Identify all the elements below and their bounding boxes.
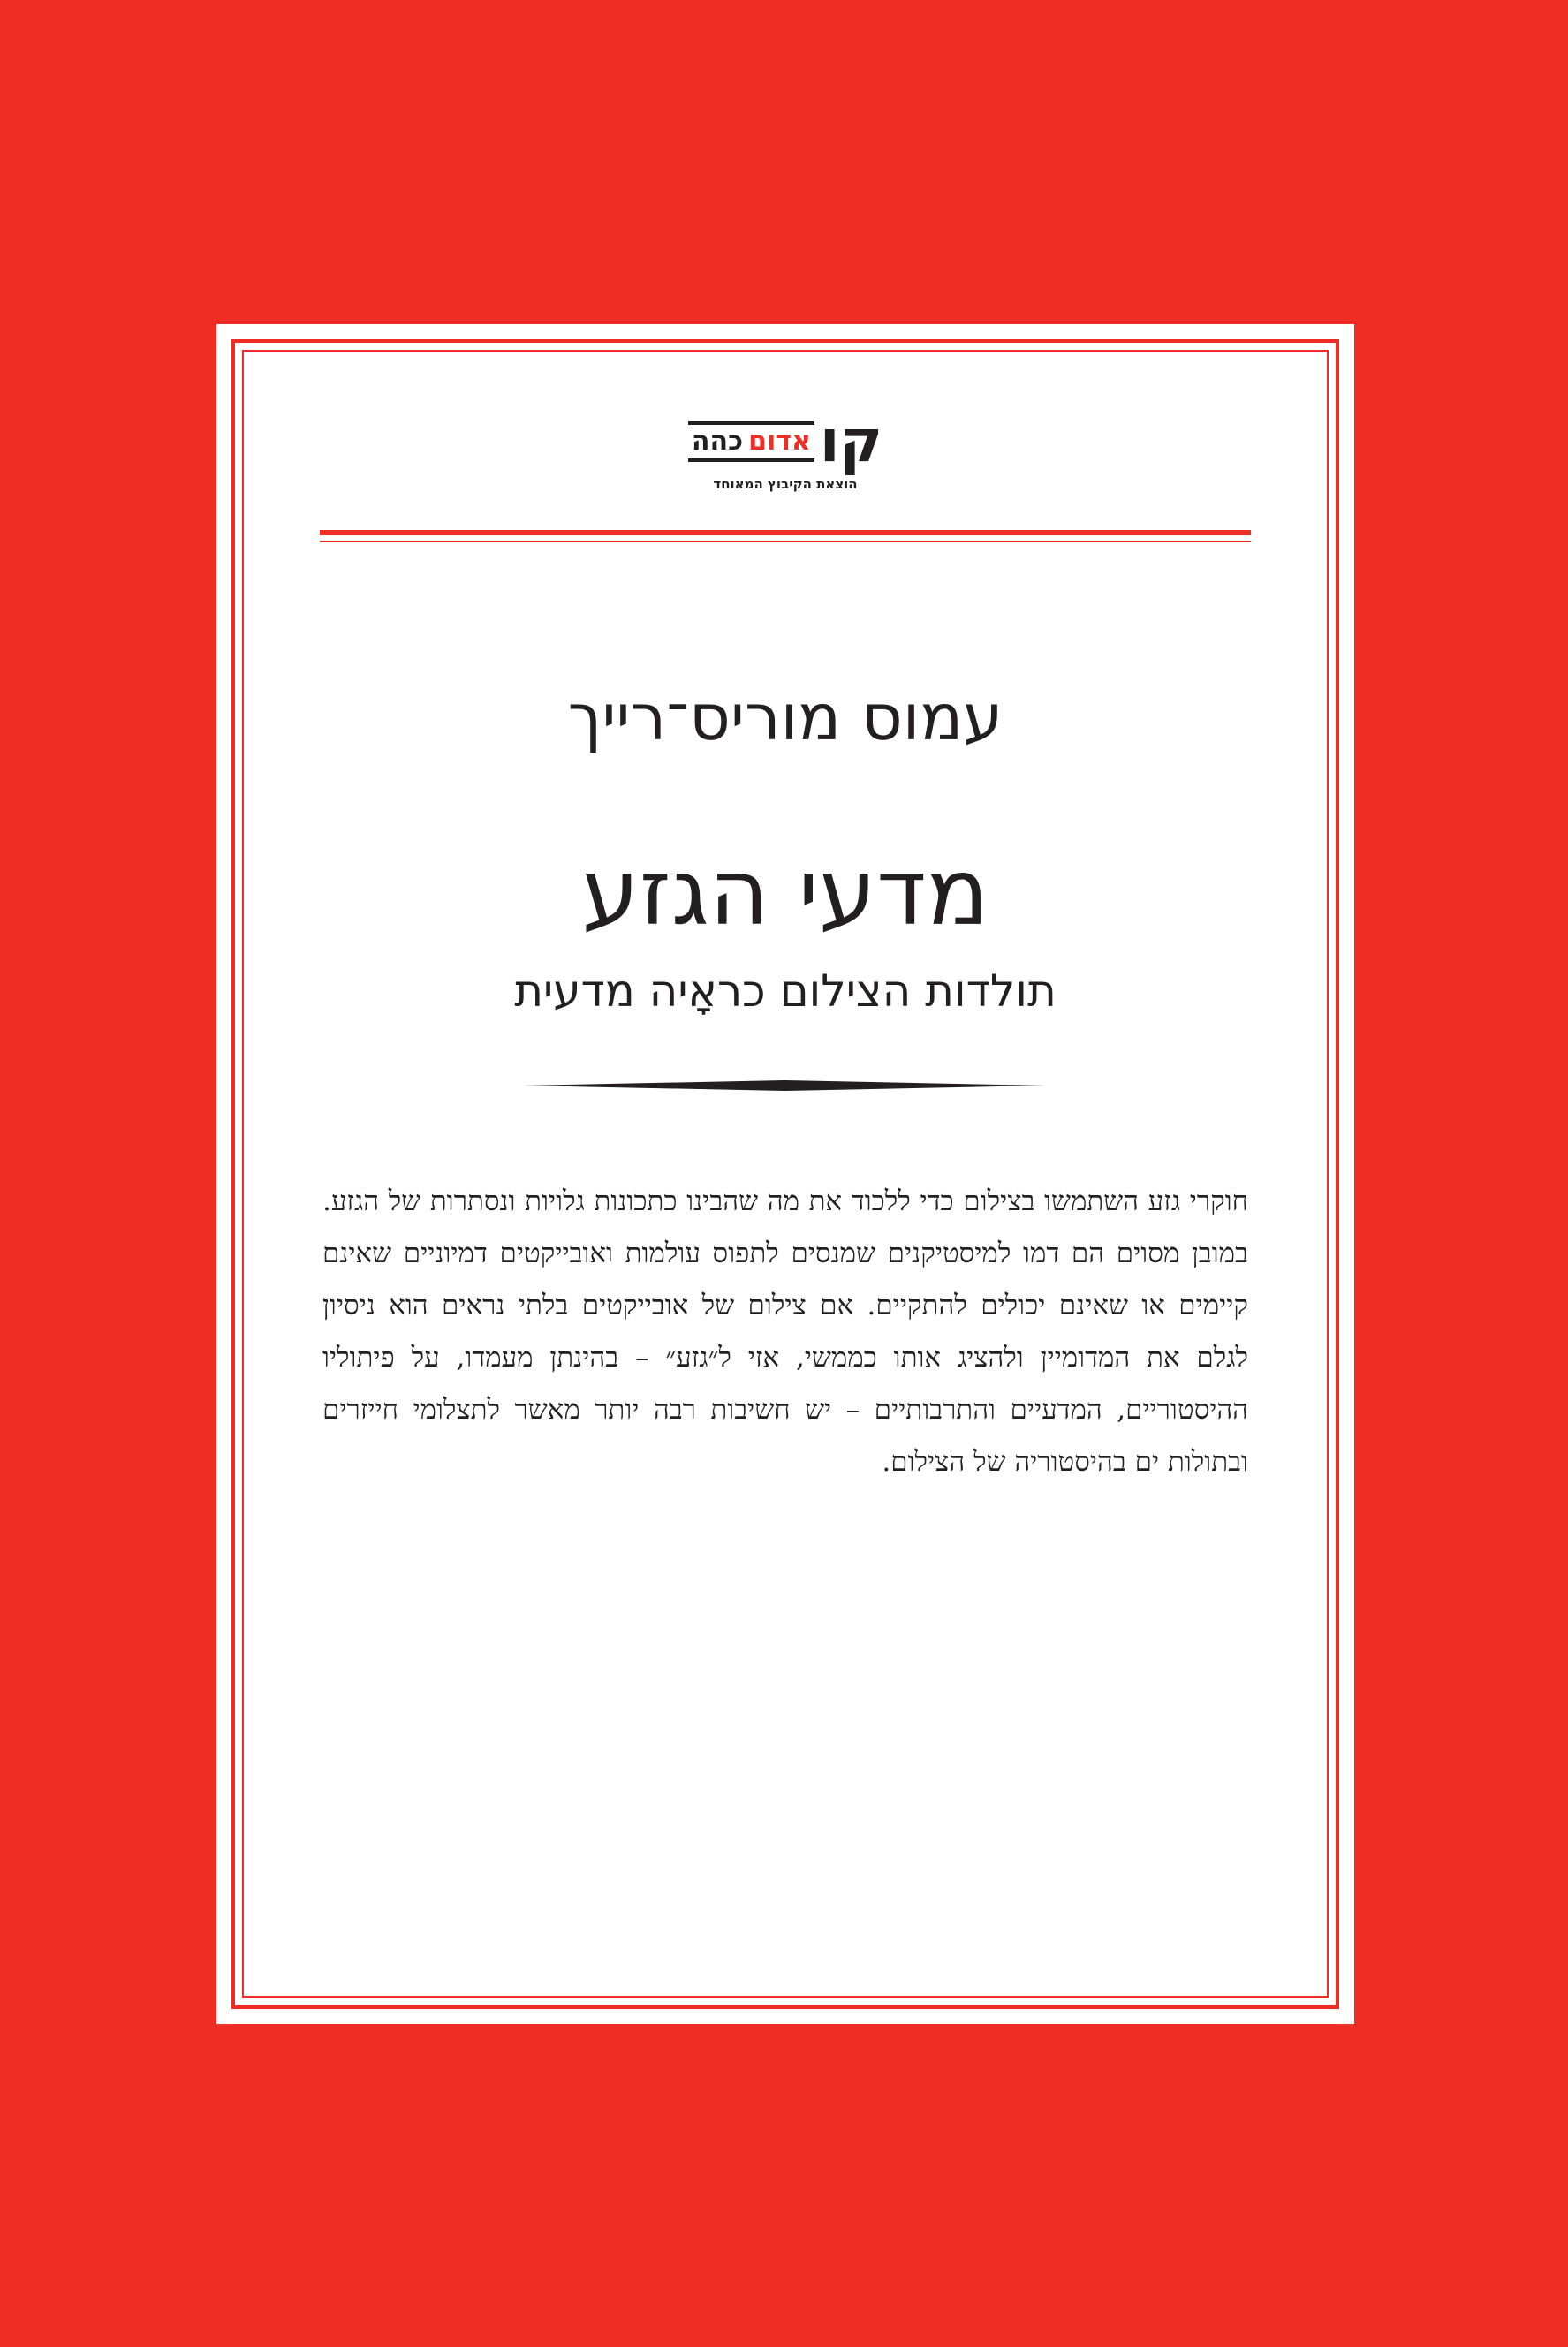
publisher-mark: קו	[819, 407, 883, 475]
red-rule-thick	[320, 530, 1251, 535]
publisher-tagline: הוצאת הקיבוץ המאוחד	[713, 476, 858, 492]
publisher-logo	[216, 407, 1354, 492]
publisher-name-red: אדום	[748, 426, 811, 457]
inner-frame	[242, 350, 1329, 1998]
ornament-divider	[524, 1079, 1045, 1093]
publisher-name-dark: כהה	[691, 426, 744, 457]
cover-panel	[216, 324, 1354, 2024]
publisher-logo-top	[688, 407, 883, 475]
book-title: מדעי הגזע	[581, 838, 989, 946]
back-cover-blurb: חוקרי גזע השתמשו בצילום כדי ללכוד את מה שהבינו כתכונות גלויות ונסתרות של הגזע. במובן מסוים הם דמו למיסטיקנים שמנסים לתפוס עולמות ואובייקטים דמיוניים שאינם קיימים או שאינם יכולים להתקיים. אם צילום של אובייקטים בלתי נראים הוא ניסיון לגלם את המדומיין ולהציג אותו כממשי, אזי ל״גזע״ – בהינתן מעמדו, על פיתוליו ההיסטוריים, המדעיים והתרבותיים – יש חשיבות רבה יותר מאשר לתצלומי חייזרים ובתולות ים בהיסטוריה של הצילום.	[322, 1185, 1248, 1478]
publisher-logo-inner	[688, 407, 883, 492]
book-subtitle: תולדות הצילום כראָיה מדעית	[514, 965, 1057, 1017]
author-name: עמוס מוריס־רייך	[567, 680, 1004, 754]
publisher-name-box	[688, 421, 814, 462]
red-rule-thin	[320, 541, 1251, 542]
